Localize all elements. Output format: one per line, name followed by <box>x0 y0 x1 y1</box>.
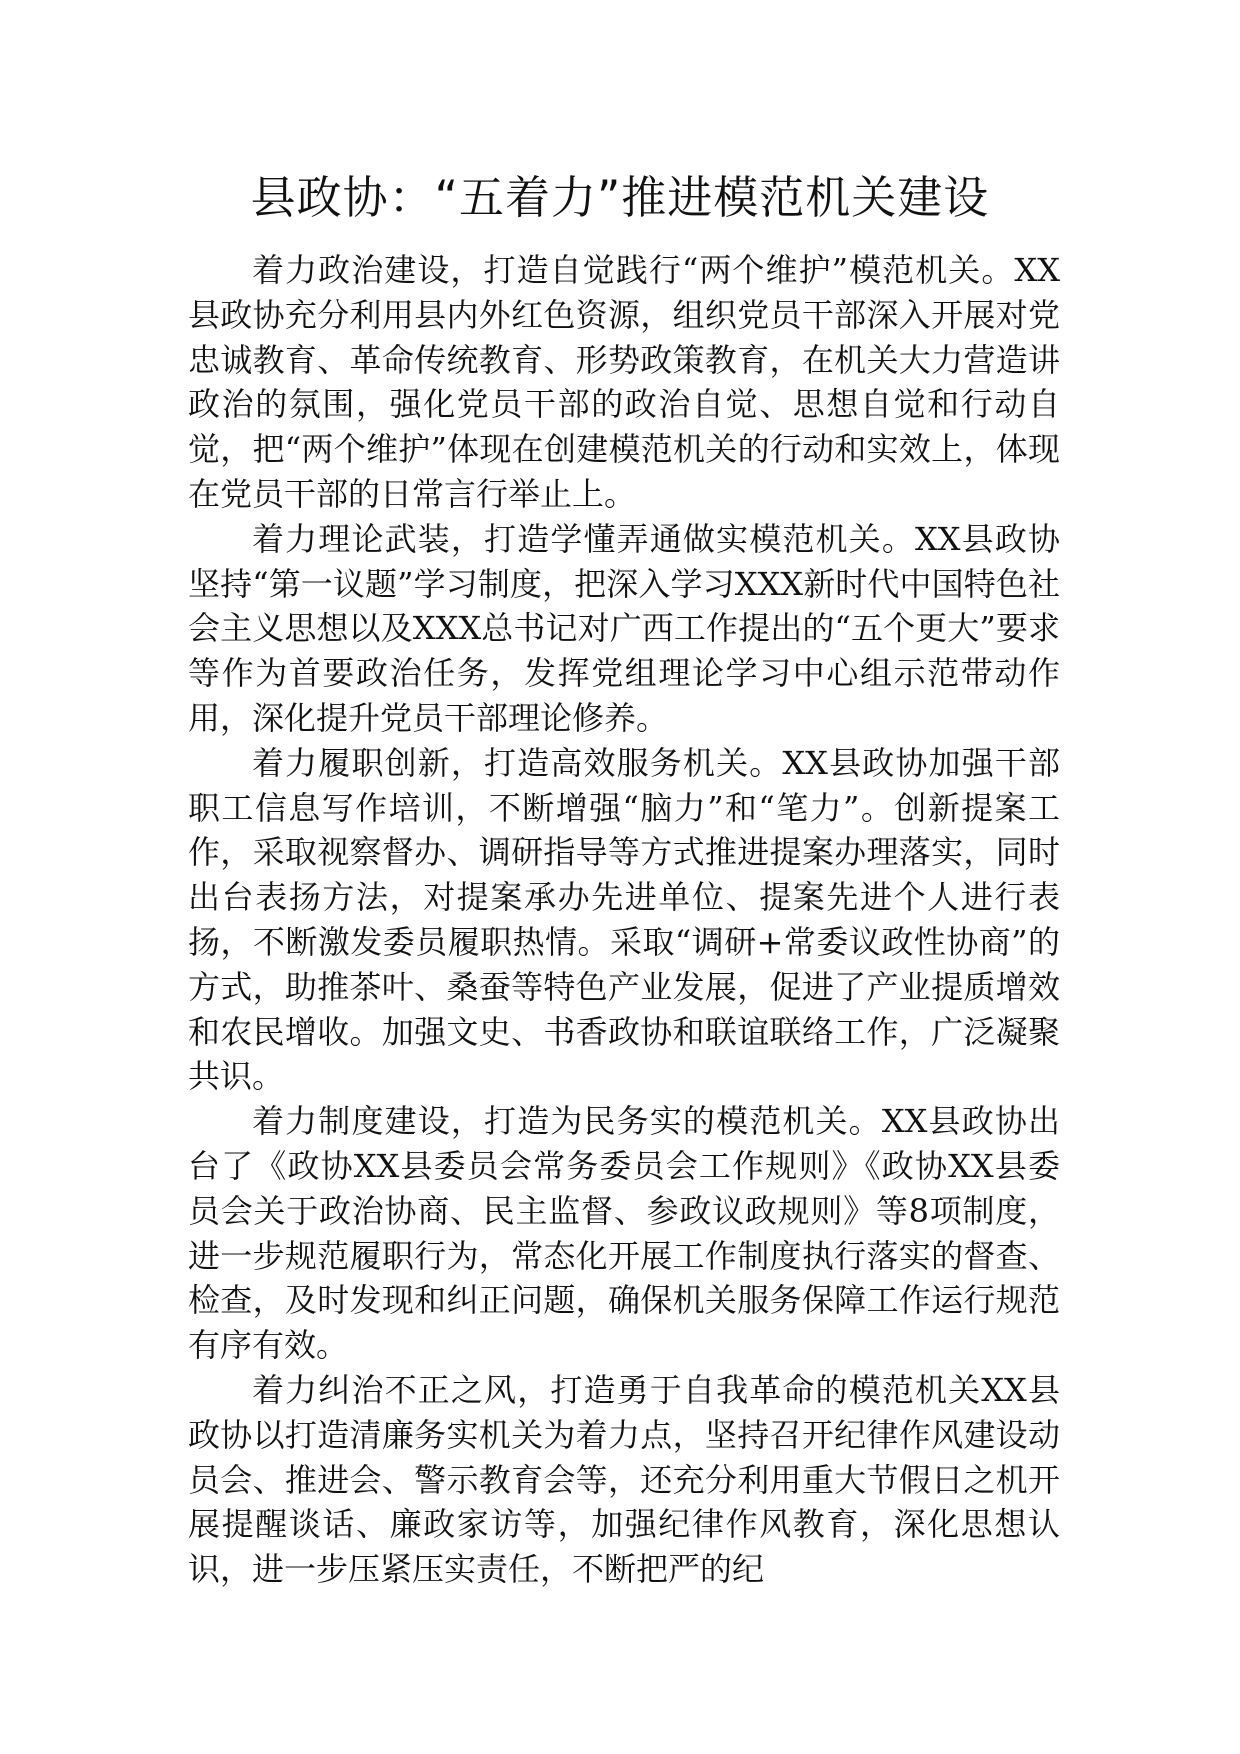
document-title: 县政协：“五着力”推进模范机关建设 <box>250 171 990 224</box>
paragraph: 着力政治建设，打造自觉践行“两个维护”模范机关。XX县政协充分利用县内外红色资源，组织党员干部深入开展对党忠诚教育、革命传统教育、形势政策教育，在机关大力营造讲政治的氛围，强化党员干部的政治自觉、思想自觉和行动自觉，把“两个维护”体现在创建模范机关的行动和实效上，体现在党员干部的日常言行举止上。 <box>188 251 1060 513</box>
paragraph: 着力履职创新，打造高效服务机关。XX县政协加强干部职工信息写作培训，不断增强“脑力”和“笔力”。创新提案工作，采取视察督办、调研指导等方式推进提案办理落实，同时出台表扬方法，对提案承办先进单位、提案先进个人进行表扬，不断激发委员履职热情。采取“调研+常委议政性协商”的方式，助推茶叶、桑蚕等特色产业发展，促进了产业提质增效和农民增收。加强文史、书香政协和联谊联络工作，广泛凝聚共识。 <box>188 743 1060 1096</box>
paragraph: 着力制度建设，打造为民务实的模范机关。XX县政协出台了《政协XX县委员会常务委员会工作规则》《政协XX县委员会关于政治协商、民主监督、参政议政规则》等8项制度，进一步规范履职行为，常态化开展工作制度执行落实的督查、检查，及时发现和纠正问题，确保机关服务保障工作运行规范有序有效。 <box>188 1102 1060 1365</box>
paragraph: 着力理论武装，打造学懂弄通做实模范机关。XX县政协坚持“第一议题”学习制度，把深入学习XXX新时代中国特色社会主义思想以及XXX总书记对广西工作提出的“五个更大”要求等作为首要政治任务，发挥党组理论学习中心组示范带动作用，深化提升党员干部理论修养。 <box>188 519 1060 737</box>
document-body <box>188 248 1060 1592</box>
paragraph: 着力纠治不正之风，打造勇于自我革命的模范机关XX县政协以打造清廉务实机关为着力点，坚持召开纪律作风建设动员会、推进会、警示教育会等，还充分利用重大节假日之机开展提醒谈话、廉政家访等，加强纪律作风教育，深化思想认识，进一步压紧压实责任，不断把严的纪 <box>188 1370 1060 1589</box>
